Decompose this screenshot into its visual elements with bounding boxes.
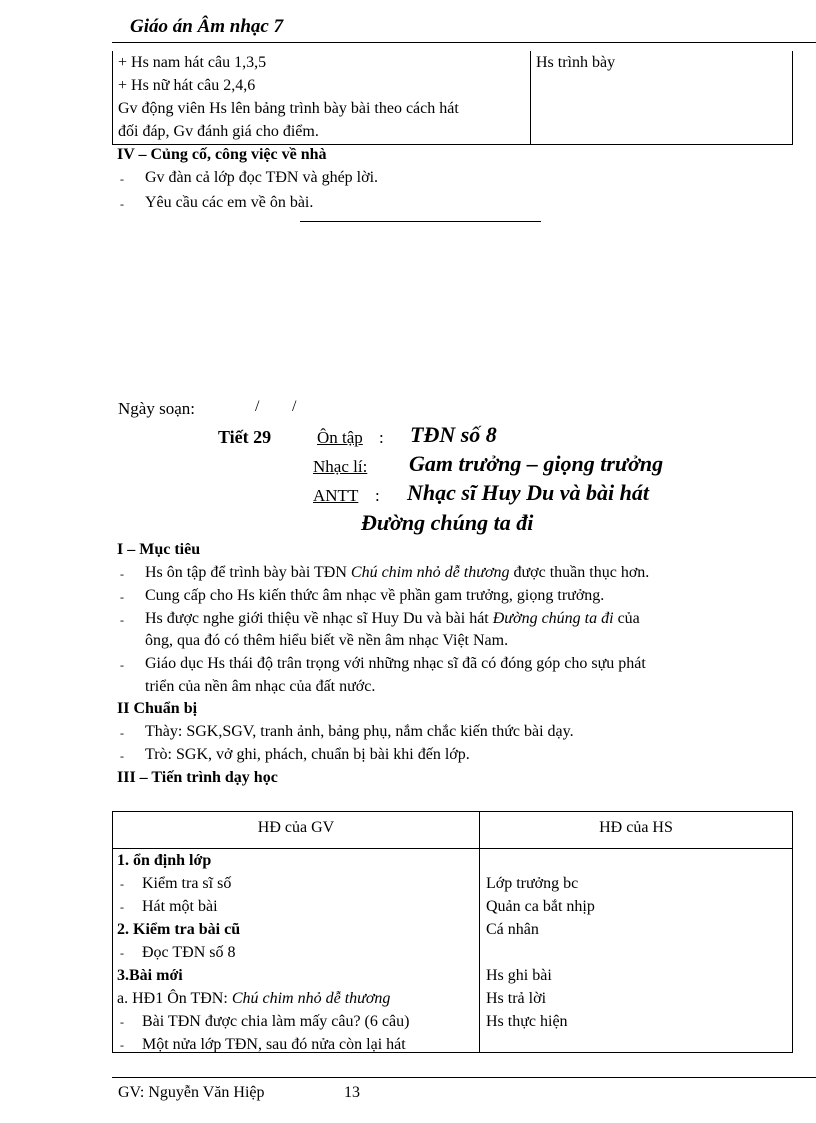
- table-cell-line: Gv động viên Hs lên bảng trình bày bài theo cách hát: [118, 100, 459, 117]
- period-label: Tiết 29: [218, 427, 272, 447]
- bullet-marker: -: [120, 726, 124, 740]
- list-item: Hs ôn tập để trình bày bài TĐN Chú chim nhỏ dễ thương được thuần thục hơn.: [145, 564, 650, 581]
- table-item: Bài TĐN được chia làm mấy câu? (6 câu): [142, 1013, 410, 1030]
- topic-label-review: Ôn tập: [317, 428, 363, 447]
- table-subheading: 2. Kiểm tra bài cũ: [117, 921, 241, 938]
- section-heading-iii: III – Tiến trình dạy học: [117, 769, 278, 786]
- page-number: 13: [344, 1084, 360, 1101]
- table-item: Một nửa lớp TĐN, sau đó nửa còn lại hát: [142, 1036, 406, 1053]
- table-item: Đọc TĐN số 8: [142, 944, 236, 961]
- table-cell-line: đối đáp, Gv đánh giá cho điểm.: [118, 123, 319, 140]
- table-item-hs: Quản ca bắt nhịp: [486, 898, 595, 915]
- table-column-divider: [530, 51, 531, 144]
- bullet-marker: -: [120, 197, 124, 211]
- table-item: a. HĐ1 Ôn TĐN: Chú chim nhỏ dễ thương: [117, 990, 391, 1007]
- list-item: Thày: SGK,SGV, tranh ảnh, bảng phụ, nắm chắc kiến thức bài dạy.: [145, 723, 574, 740]
- table-subheading: 1. ổn định lớp: [117, 852, 212, 869]
- topic-colon: :: [379, 428, 384, 447]
- bullet-marker: -: [120, 877, 124, 891]
- document-header-title: Giáo án Âm nhạc 7: [130, 16, 284, 37]
- bullet-marker: -: [120, 658, 124, 672]
- section-heading-iv: IV – Củng cố, công việc về nhà: [117, 146, 327, 163]
- footer-rule: [112, 1077, 816, 1078]
- section-separator-line: [300, 221, 541, 222]
- topic-title-antt: Nhạc sĩ Huy Du và bài hát: [407, 480, 650, 505]
- table-cell-hs: Hs trình bày: [536, 54, 616, 71]
- table-item: Hát một bài: [142, 898, 218, 915]
- topic-label-theory: Nhạc lí:: [313, 457, 368, 476]
- topic-label-antt: ANTT: [313, 486, 359, 505]
- topic-title-theory: Gam trưởng – giọng trưởng: [409, 451, 664, 476]
- list-item: Cung cấp cho Hs kiến thức âm nhạc về phần gam trưởng, giọng trưởng.: [145, 587, 605, 604]
- table-item: Kiểm tra sĩ số: [142, 875, 232, 892]
- section-heading-ii: II Chuẩn bị: [117, 700, 198, 717]
- bullet-marker: -: [120, 946, 124, 960]
- table-subheading: 3.Bài mới: [117, 967, 183, 984]
- bullet-marker: -: [120, 613, 124, 627]
- bullet-marker: -: [120, 900, 124, 914]
- bullet-marker: -: [120, 749, 124, 763]
- bullet-marker: -: [120, 567, 124, 581]
- list-item: Yêu cầu các em về ôn bài.: [145, 194, 314, 211]
- table-item-hs: Cá nhân: [486, 921, 539, 938]
- list-item: Giáo dục Hs thái độ trân trọng với những nhạc sĩ đã có đóng góp cho sựu phát: [145, 655, 646, 672]
- continued-activity-table: [112, 51, 793, 145]
- bullet-marker: -: [120, 172, 124, 186]
- date-slash: /: [255, 398, 260, 415]
- list-item: Gv đàn cả lớp đọc TĐN và ghép lời.: [145, 169, 379, 186]
- topic-colon: :: [375, 486, 380, 505]
- topic-title-song: Đường chúng ta đi: [361, 510, 534, 535]
- list-item-continued: ông, qua đó có thêm hiểu biết về nền âm nhạc Việt Nam.: [145, 632, 509, 649]
- topic-title-tdn: TĐN số 8: [410, 422, 497, 447]
- bullet-marker: -: [120, 1038, 124, 1052]
- table-header-gv: HĐ của GV: [257, 819, 335, 836]
- section-heading-i: I – Mục tiêu: [117, 541, 201, 558]
- header-rule: [112, 42, 816, 43]
- table-cell-line: + Hs nữ hát câu 2,4,6: [118, 77, 256, 94]
- footer-author: GV: Nguyễn Văn Hiệp: [118, 1084, 265, 1101]
- table-header-hs: HĐ của HS: [599, 819, 673, 836]
- table-item-hs: Hs ghi bài: [486, 967, 552, 984]
- bullet-marker: -: [120, 590, 124, 604]
- table-item-hs: Hs thực hiện: [486, 1013, 568, 1030]
- date-label: Ngày soạn:: [118, 399, 195, 418]
- table-item-hs: Lớp trưởng bc: [486, 875, 579, 892]
- bullet-marker: -: [120, 1015, 124, 1029]
- lesson-activity-table: [112, 811, 793, 1053]
- table-item-hs: Hs trả lời: [486, 990, 547, 1007]
- table-header-rule: [113, 848, 792, 849]
- date-slash: /: [292, 398, 297, 415]
- table-cell-line: + Hs nam hát câu 1,3,5: [118, 54, 267, 71]
- list-item: Trò: SGK, vở ghi, phách, chuẩn bị bài khi đến lớp.: [145, 746, 470, 763]
- list-item: Hs được nghe giới thiệu về nhạc sĩ Huy Du và bài hát Đường chúng ta đi của: [145, 610, 640, 627]
- list-item-continued: triển của nền âm nhạc của đất nước.: [145, 678, 376, 695]
